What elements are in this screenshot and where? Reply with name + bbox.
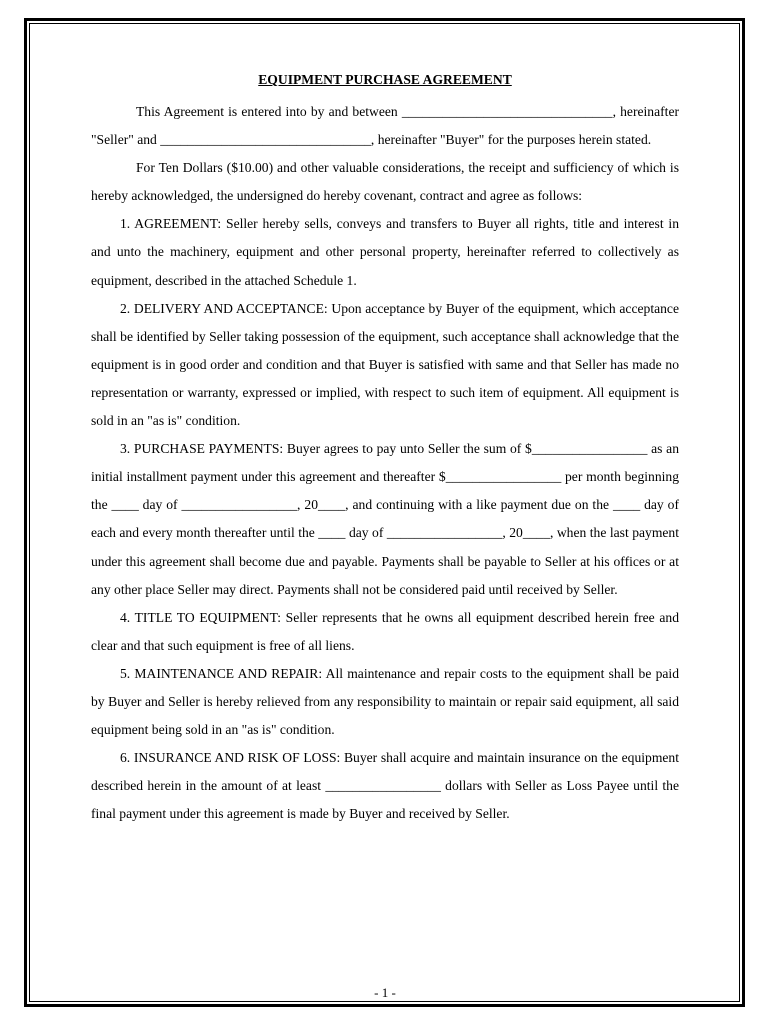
paragraph-purchase-payments: 3. PURCHASE PAYMENTS: Buyer agrees to pay unto Seller the sum of $_________________ as an initial installment payment under this agreement and thereafter $_________________ per month beginning the ____ day of _________________, 20____, and continuing with a like payment due on the ____ day of each and every month thereafter until the ____ day of _________________, 20____, when the last payment under this agreement shall become due and payable. Payments shall be payable to Seller at his offices or at any other place Seller may direct. Payments shall not be considered paid until received by Seller. bbox=[91, 441, 679, 597]
paragraph-delivery-acceptance: 2. DELIVERY AND ACCEPTANCE: Upon acceptance by Buyer of the equipment, which acceptance shall be identified by Seller taking possession of the equipment, such acceptance shall acknowledge that the equipment is in good order and condition and that Buyer is satisfied with same and that Seller has made no representation or warranty, expressed or implied, with respect to such item of equipment. All equipment is sold in an "as is" condition. bbox=[91, 300, 679, 429]
paragraph-parties: This Agreement is entered into by and between _______________________________, hereinafter "Seller" and _______________________________, hereinafter "Buyer" for the purposes herein stated. bbox=[91, 104, 679, 148]
paragraph-consideration: For Ten Dollars ($10.00) and other valuable considerations, the receipt and sufficiency of which is hereby acknowledged, the undersigned do hereby covenant, contract and agree as follows: bbox=[91, 160, 679, 204]
document-title: EQUIPMENT PURCHASE AGREEMENT bbox=[258, 72, 512, 87]
page-number: - 1 - bbox=[374, 985, 396, 1000]
document-body bbox=[91, 70, 679, 828]
paragraph-agreement: 1. AGREEMENT: Seller hereby sells, conveys and transfers to Buyer all rights, title and interest in and unto the machinery, equipment and other personal property, hereinafter referred to collectively as equipment, described in the attached Schedule 1. bbox=[91, 216, 679, 288]
paragraph-insurance-risk: 6. INSURANCE AND RISK OF LOSS: Buyer shall acquire and maintain insurance on the equipment described herein in the amount of at least _________________ dollars with Seller as Loss Payee until the final payment under this agreement is made by Buyer and received by Seller. bbox=[91, 750, 679, 822]
paragraph-maintenance-repair: 5. MAINTENANCE AND REPAIR: All maintenance and repair costs to the equipment shall be paid by Buyer and Seller is hereby relieved from any responsibility to maintain or repair said equipment, all said equipment being sold in an "as is" condition. bbox=[91, 665, 679, 738]
paragraph-title-to-equipment: 4. TITLE TO EQUIPMENT: Seller represents that he owns all equipment described herein free and clear and that such equipment is free of all liens. bbox=[91, 609, 679, 653]
